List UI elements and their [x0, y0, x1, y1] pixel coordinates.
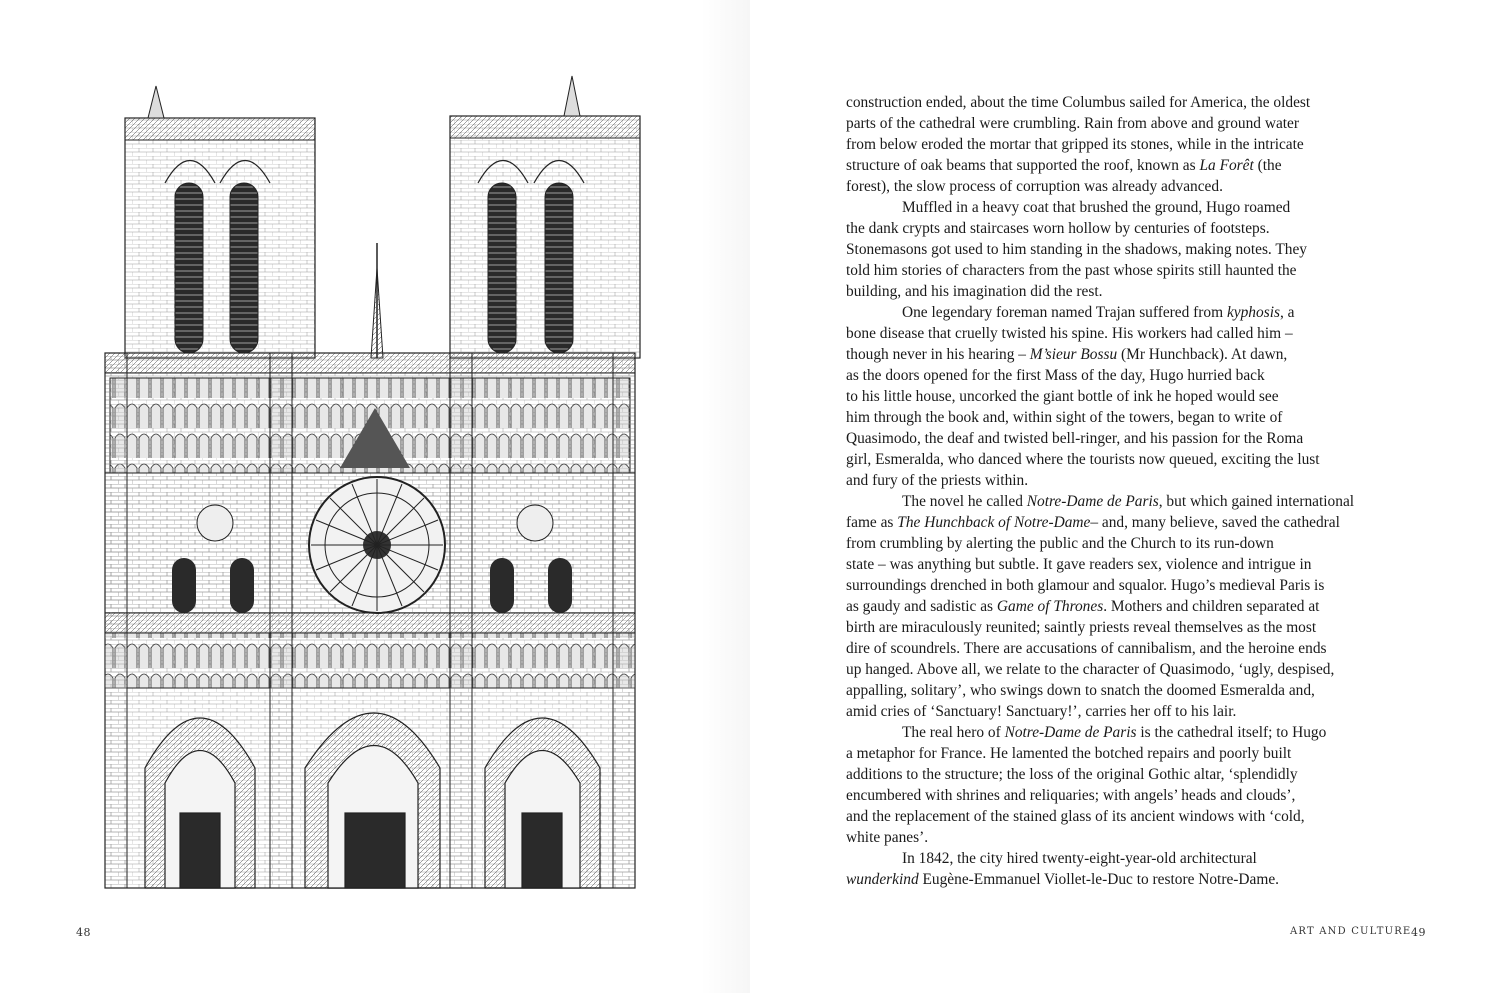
- paragraph: [846, 92, 1406, 197]
- page-number-right: 49: [1411, 926, 1426, 939]
- text-run: Quasimodo, the deaf and twisted bell-ringer, and his passion for the Roma: [846, 430, 1304, 447]
- text-run: up hanged. Above all, we relate to the character of Quasimodo, ‘ugly, despised,: [846, 661, 1335, 678]
- text-line: [846, 596, 1406, 617]
- text-run: and fury of the priests within.: [846, 472, 1029, 489]
- text-line: [846, 386, 1406, 407]
- text-run: One legendary foreman named Trajan suffered from: [902, 304, 1227, 321]
- text-run: The real hero of: [902, 724, 1005, 741]
- text-run: construction ended, about the time Columbus sailed for America, the oldest: [846, 94, 1311, 111]
- text-run: (Mr Hunchback). At dawn,: [1117, 346, 1288, 363]
- italic-text: M’sieur Bossu: [1029, 346, 1118, 363]
- text-line: [846, 449, 1406, 470]
- italic-text: The Hunchback of Notre-Dame: [897, 514, 1091, 531]
- text-run: the dank crypts and staircases worn hollow by centuries of footsteps.: [846, 220, 1270, 237]
- italic-text: Notre-Dame de Paris: [1004, 724, 1137, 741]
- text-line: [846, 743, 1406, 764]
- text-run: Eugène-Emmanuel Viollet-le-Duc to restore Notre-Dame.: [918, 871, 1280, 888]
- text-line: [846, 848, 1406, 869]
- text-line: [846, 806, 1406, 827]
- text-line: [846, 512, 1406, 533]
- text-run: parts of the cathedral were crumbling. Rain from above and ground water: [846, 115, 1300, 132]
- page-number-left: 48: [76, 926, 91, 939]
- text-line: [846, 722, 1406, 743]
- text-run: appalling, solitary’, who swings down to snatch the doomed Esmeralda and,: [846, 682, 1315, 699]
- text-run: as the doors opened for the first Mass of the day, Hugo hurried back: [846, 367, 1265, 384]
- text-run: forest), the slow process of corruption was already advanced.: [846, 178, 1223, 195]
- body-text: [846, 92, 1406, 890]
- text-run: though never in his hearing –: [846, 346, 1030, 363]
- text-line: [846, 302, 1406, 323]
- notre-dame-facade-illustration: [90, 68, 650, 898]
- text-line: [846, 323, 1406, 344]
- text-line: [846, 428, 1406, 449]
- text-line: [846, 617, 1406, 638]
- text-run: Muffled in a heavy coat that brushed the ground, Hugo roamed: [902, 199, 1291, 216]
- text-line: [846, 281, 1406, 302]
- portals: [145, 713, 600, 888]
- text-line: [846, 470, 1406, 491]
- text-run: surroundings drenched in both glamour and squalor. Hugo’s medieval Paris is: [846, 577, 1325, 594]
- text-line: [846, 155, 1406, 176]
- paragraph: [846, 491, 1406, 722]
- text-line: [846, 785, 1406, 806]
- text-run: structure of oak beams that supported the roof, known as: [846, 157, 1200, 174]
- text-run: fame as: [846, 514, 898, 531]
- text-run: , a: [1279, 304, 1295, 321]
- text-line: [846, 533, 1406, 554]
- text-run: to his little house, uncorked the giant bottle of ink he hoped would see: [846, 388, 1279, 405]
- text-run: white panes’.: [846, 829, 929, 846]
- paragraph: [846, 302, 1406, 491]
- text-line: [846, 407, 1406, 428]
- italic-text: La Forêt: [1199, 157, 1254, 174]
- text-line: [846, 491, 1406, 512]
- text-line: [846, 827, 1406, 848]
- text-run: is the cathedral itself; to Hugo: [1136, 724, 1327, 741]
- text-run: additions to the structure; the loss of the original Gothic altar, ‘splendidly: [846, 766, 1298, 783]
- text-run: and the replacement of the stained glass of its ancient windows with ‘cold,: [846, 808, 1305, 825]
- text-line: [846, 638, 1406, 659]
- text-line: [846, 344, 1406, 365]
- text-line: [846, 197, 1406, 218]
- text-run: building, and his imagination did the rest.: [846, 283, 1103, 300]
- text-run: girl, Esmeralda, who danced where the tourists now queued, exciting the lust: [846, 451, 1320, 468]
- text-run: encumbered with shrines and reliquaries; with angels’ heads and clouds’,: [846, 787, 1296, 804]
- italic-text: kyphosis: [1226, 304, 1280, 321]
- text-line: [846, 365, 1406, 386]
- text-run: , but which gained international: [1158, 493, 1355, 510]
- text-run: (the: [1253, 157, 1282, 174]
- text-run: birth are miraculously reunited; saintly priests reveal themselves as the most: [846, 619, 1317, 636]
- text-line: [846, 659, 1406, 680]
- text-line: [846, 113, 1406, 134]
- text-line: [846, 680, 1406, 701]
- text-run: dire of scoundrels. There are accusations of cannibalism, and the heroine ends: [846, 640, 1327, 657]
- text-run: state – was anything but subtle. It gave readers sex, violence and intrigue in: [846, 556, 1312, 573]
- text-line: [846, 92, 1406, 113]
- text-line: [846, 554, 1406, 575]
- italic-text: Game of Thrones: [996, 598, 1104, 615]
- text-run: – and, many believe, saved the cathedral: [1090, 514, 1340, 531]
- text-run: as gaudy and sadistic as: [846, 598, 997, 615]
- text-line: [846, 176, 1406, 197]
- rose-window: [309, 477, 445, 613]
- right-tower: [450, 76, 640, 358]
- paragraph: [846, 197, 1406, 302]
- text-run: In 1842, the city hired twenty-eight-year-old architectural: [902, 850, 1257, 867]
- text-line: [846, 134, 1406, 155]
- text-line: [846, 701, 1406, 722]
- text-run: told him stories of characters from the past whose spirits still haunted the: [846, 262, 1297, 279]
- text-run: Stonemasons got used to him standing in the shadows, making notes. They: [846, 241, 1307, 258]
- text-run: a metaphor for France. He lamented the botched repairs and poorly built: [846, 745, 1292, 762]
- text-run: . Mothers and children separated at: [1103, 598, 1320, 615]
- running-head: ART AND CULTURE: [1290, 926, 1412, 937]
- text-run: The novel he called: [902, 493, 1027, 510]
- paragraph: [846, 848, 1406, 890]
- text-line: [846, 764, 1406, 785]
- text-line: [846, 869, 1406, 890]
- text-run: from below eroded the mortar that gripped its stones, while in the intricate: [846, 136, 1304, 153]
- text-line: [846, 239, 1406, 260]
- text-line: [846, 575, 1406, 596]
- text-run: from crumbling by alerting the public and the Church to its run-down: [846, 535, 1274, 552]
- paragraph: [846, 722, 1406, 848]
- text-run: bone disease that cruelly twisted his spine. His workers had called him –: [846, 325, 1293, 342]
- left-tower: [125, 86, 315, 358]
- text-line: [846, 218, 1406, 239]
- text-line: [846, 260, 1406, 281]
- text-run: amid cries of ‘Sanctuary! Sanctuary!’, carries her off to his lair.: [846, 703, 1237, 720]
- italic-text: Notre-Dame de Paris: [1026, 493, 1159, 510]
- italic-text: wunderkind: [846, 871, 919, 888]
- text-run: him through the book and, within sight of the towers, began to write of: [846, 409, 1283, 426]
